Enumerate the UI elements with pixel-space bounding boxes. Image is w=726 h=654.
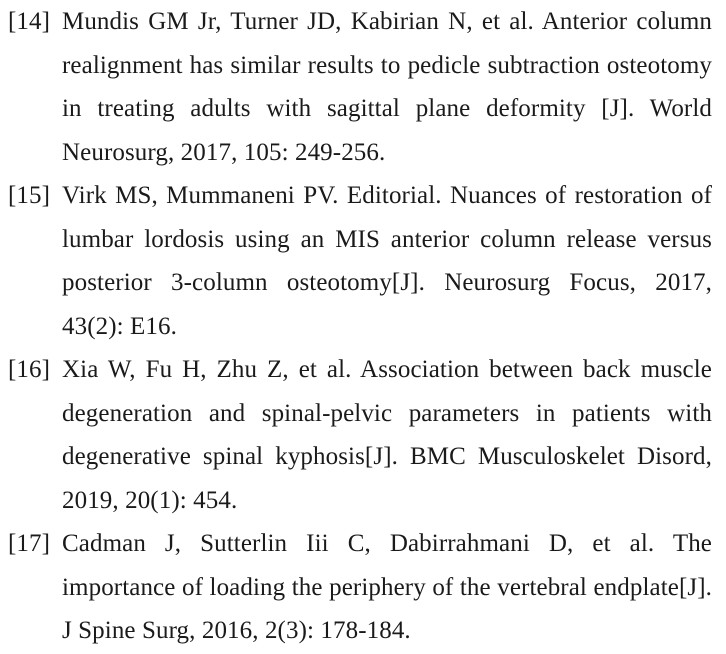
reference-number: [17] [8,530,51,557]
reference-text: Xia W, Fu H, Zhu Z, et al. Association between back muscle degeneration and spinal-pelvic parameters in patients with degenerative spinal kyphosis[J]. BMC Musculoskelet Disord, 2019, 20(1): 454. [62,356,712,514]
reference-item [0,348,726,522]
reference-text: Mundis GM Jr, Turner JD, Kabirian N, et al. Anterior column realignment has similar results to pedicle subtraction osteotomy in treating adults with sagittal plane deformity [J]. World Neurosurg, 2017, 105: 249-256. [62,8,712,166]
reference-number: [15] [8,182,51,209]
reference-text: Cadman J, Sutterlin Iii C, Dabirrahmani D, et al. The importance of loading the periphery of the vertebral endplate[J]. J Spine Surg, 2016, 2(3): 178-184. [62,530,712,644]
reference-item [0,0,726,174]
reference-item [0,522,726,653]
reference-number: [16] [8,356,51,383]
reference-item [0,174,726,348]
reference-number: [14] [8,8,51,35]
reference-text: Virk MS, Mummaneni PV. Editorial. Nuances of restoration of lumbar lordosis using an MIS anterior column release versus posterior 3-column osteotomy[J]. Neurosurg Focus, 2017, 43(2): E16. [62,182,712,340]
